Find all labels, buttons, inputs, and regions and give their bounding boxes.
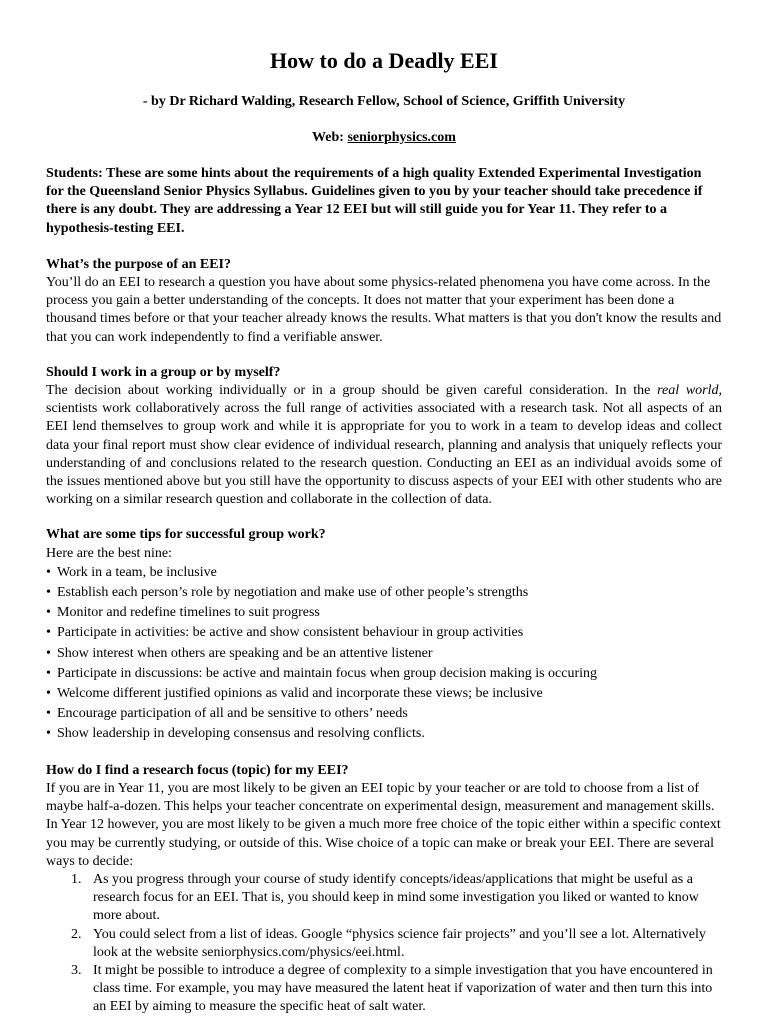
bullet-icon: • [46,625,51,641]
tips-section [46,526,722,744]
bullet-icon: • [46,706,51,722]
list-item: • Work in a team, be inclusive [46,563,722,583]
list-number: 1. [71,871,82,887]
list-item: • Participate in discussions: be active and maintain focus when group decision making is occuring [46,664,722,684]
group-section [46,364,722,510]
bullet-icon: • [46,726,51,742]
website-link[interactable]: seniorphysics.com [347,130,456,145]
purpose-text: You’ll do an EEI to research a question you have about some physics-related phenomena you have come across. In the process you gain a better understanding of the concepts. It does not matter that your experiment has been done a thousand times before or that your teacher already knows the results. What matters is that you don't know the results and that you can work independently to find a verifiable answer. [46,275,722,345]
list-item: 3. It might be possible to introduce a degree of complexity to a simple investigation that you have encountered in class time. For example, you may have measured the latent heat if vaporization of water and then turn this into an EEI by aiming to measure the specific heat of salt water. [71,962,713,1015]
group-heading: Should I work in a group or by myself? [46,364,281,380]
group-text-after: scientists work collaboratively across the full range of activities associated with a research task. Not all aspects of an EEI lend themselves to group work and while it is appropriate for you to work in a team to develop ideas and collect data your final report must show clear evidence of individual research, planning and analysis that uniquely reflects your understanding of and conclusions related to the research question. Conducting an EEI as an individual avoids some of the issues mentioned above but you still have the opportunity to discuss aspects of your EEI with other students who are working on a similar research question and collaborate in the collection of data. [46,401,722,508]
purpose-section [46,256,722,347]
bullet-icon: • [46,564,51,580]
list-item: • Show interest when others are speaking and be an attentive listener [46,644,722,664]
list-item: • Encourage participation of all and be sensitive to others’ needs [46,704,722,724]
tips-heading: What are some tips for successful group work? [46,527,326,543]
list-item: • Welcome different justified opinions as valid and incorporate these views; be inclusive [46,684,722,704]
list-item: 1. As you progress through your course of study identify concepts/ideas/applications that might be useful as a research focus for an EEI. That is, you should keep in mind some investigation you liked or wanted to know more about. [71,871,699,924]
bullet-icon: • [46,585,51,601]
bullet-icon: • [46,645,51,661]
author-byline: - by Dr Richard Walding, Research Fellow, School of Science, Griffith University [142,94,626,109]
document-body [46,165,722,1034]
list-item: • Establish each person’s role by negotiation and make use of other people’s strengths [46,583,722,603]
intro-paragraph: Students: These are some hints about the requirements of a high quality Extended Experimental Investigation for the Queensland Senior Physics Syllabus. Guidelines given to you by your teacher should take precedence if there is any doubt. They are addressing a Year 12 EEI but will still guide you for Year 11. They refer to a hypothesis-testing EEI. [46,166,703,236]
group-text [46,382,722,509]
purpose-heading: What’s the purpose of an EEI? [46,256,232,272]
bullet-icon: • [46,686,51,702]
list-number: 3. [71,962,82,978]
list-item: 2. You could select from a list of ideas. Google “physics science fair projects” and you’ll see a lot. Alternatively look at the website seniorphysics.com/physics/eei.html. [71,926,706,960]
list-item: • Participate in activities: be active and show consistent behaviour in group activities [46,623,722,643]
tips-lead: Here are the best nine: [46,545,172,561]
bullet-icon: • [46,665,51,681]
web-label: Web: [312,130,348,145]
group-text-italic: real world, [657,383,722,399]
focus-heading: How do I find a research focus (topic) for my EEI? [46,762,349,778]
list-item: • Monitor and redefine timelines to suit progress [46,603,722,623]
tips-list [46,563,722,745]
list-item: • Show leadership in developing consensus and resolving conflicts. [46,724,722,744]
bullet-icon: • [46,605,51,621]
list-number: 2. [71,926,82,942]
focus-text: If you are in Year 11, you are most likely to be given an EEI topic by your teacher or are told to choose from a list of maybe half-a-dozen. This helps your teacher concentrate on experimental design, measurement and management skills. In Year 12 however, you are most likely to be given a much more free choice of the topic either within a specific context you may be currently studying, or outside of this. Wise choice of a topic can make or break your EEI. There are several ways to decide: [46,780,721,869]
ways-list [46,871,722,1017]
web-line [0,129,768,147]
group-text-before: The decision about working individually or in a group should be given careful consideration. In the [46,383,658,399]
focus-section [46,762,722,1017]
document-title: How to do a Deadly EEI [270,48,498,73]
